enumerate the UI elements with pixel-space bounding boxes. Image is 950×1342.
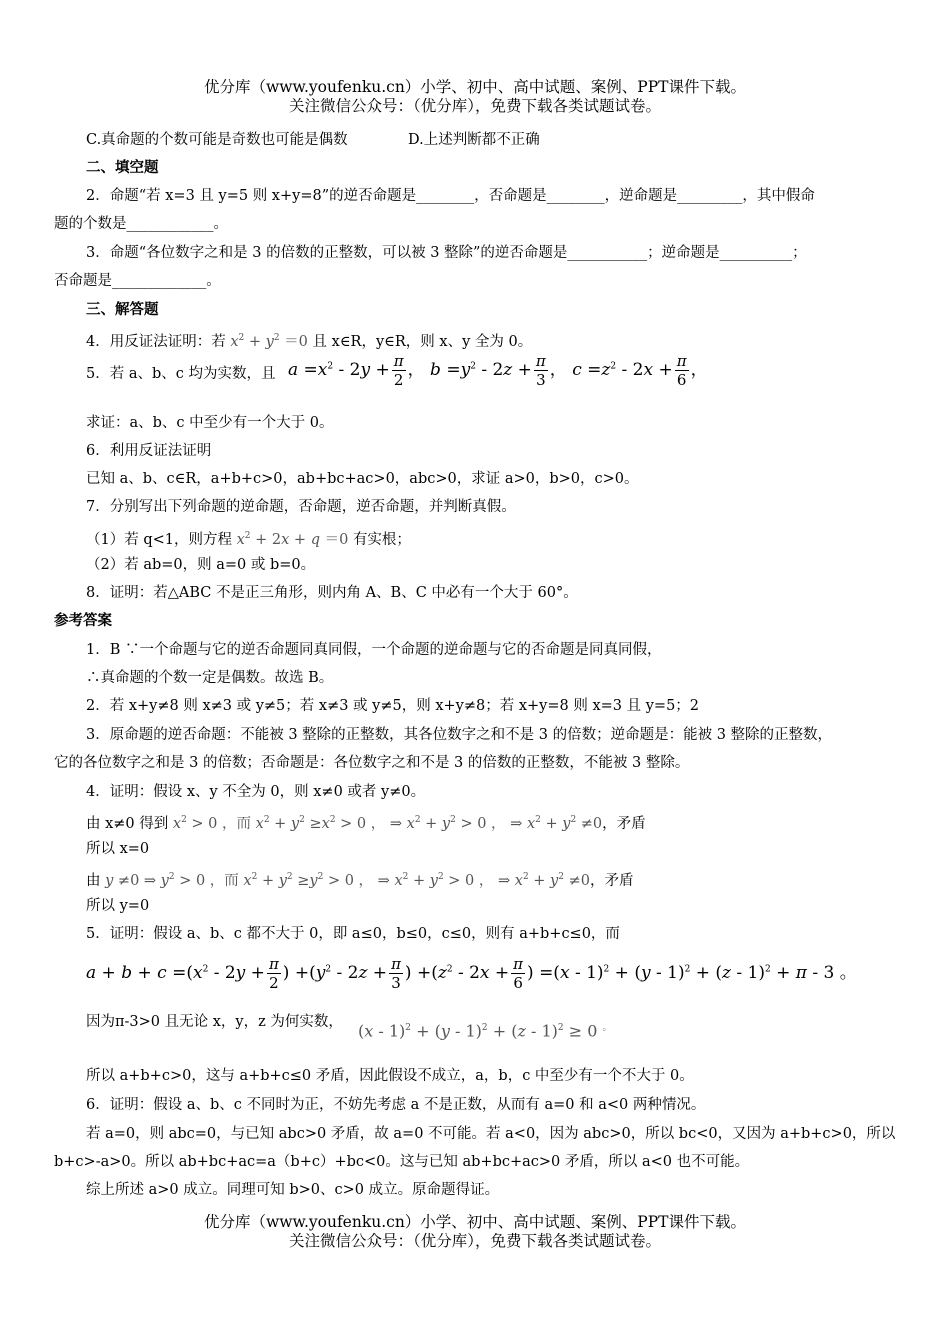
footer-line-1: 优分库（www.youfenku.cn）小学、初中、高中试题、案例、PPT课件下载。 <box>203 1213 747 1231</box>
footer-line-2: 关注微信公众号：（优分库），免费下载各类试题试卷。 <box>288 1232 661 1250</box>
q6-body: 已知 a、b、c∈R，a+b+c>0，ab+bc+ac>0，abc>0，求证 a>0，b>0，c>0。 <box>86 471 639 487</box>
answer-5-sum-formula: $a + b + c =(x^2 - 2y$ + $\frac{\pi}{2}$ ) $+(y^2 - 2z$ + $\frac{\pi}{3}$ ) $+(z^2 - 2x$ + $\frac{\pi}{6}$ ) =(x - 1)$^2$ + (y - 1)$^2$ + (z - 1)$^2$ + π - 3 。 <box>86 955 857 992</box>
answer-5-conclusion: 所以 a+b+c>0，这与 a+b+c≤0 矛盾，因此假设不成立，a，b，c 中至少有一个不大于 0。 <box>86 1068 694 1084</box>
answer-2: 2．若 x+y≠8 则 x≠3 或 y≠5；若 x≠3 或 y≠5，则 x+y≠8；若 x+y=8 则 x=3 且 y=5；2 <box>86 698 700 714</box>
answer-4-intro: 4．证明：假设 x、y 不全为 0，则 x≠0 或者 y≠0。 <box>86 784 426 800</box>
answer-5-nonneg-formula: (x - 1)$^2$ + (y - 1)$^2$ + (z - 1)$^2$ ≥ 0 。 <box>358 1021 612 1041</box>
answer-3-line-1: 3．原命题的逆否命题：不能被 3 整除的正整数，其各位数字之和不是 3 的倍数；逆命题是：能被 3 整除的正整数， <box>86 727 833 743</box>
q8-line: 8．证明：若△ABC 不是正三角形，则内角 A、B、C 中必有一个大于 60°。 <box>86 585 578 601</box>
answer-4-step-1 <box>86 810 646 834</box>
answer-4-step-2-contradiction: ，矛盾 <box>589 872 634 889</box>
answer-4-so-x: 所以 x=0 <box>86 841 150 857</box>
answer-5-intro: 5．证明：假设 a、b、c 都不大于 0，即 a≤0，b≤0，c≤0，则有 a+b+c≤0，而 <box>86 926 620 942</box>
answer-3-line-2: 它的各位数字之和是 3 的倍数；否命题是：各位数字之和不是 3 的倍数的正整数，不能被 3 整除。 <box>54 755 690 771</box>
q7-part-2: （2）若 ab=0，则 a=0 或 b=0。 <box>86 557 316 573</box>
header-line-2: 关注微信公众号：（优分库），免费下载各类试题试卷。 <box>288 97 661 115</box>
q7-1-prefix: （1）若 q<1，则方程 <box>86 531 232 548</box>
answer-4-so-y: 所以 y=0 <box>86 898 150 914</box>
q7-title: 7．分别写出下列命题的逆命题，否命题，逆否命题，并判断真假。 <box>86 499 516 515</box>
answer-4-step-2-formula: y ≠0 ⇒ $y^2 > 0$ ，而 $x^2 + y^2 \ge y^2 > 0$ ， ⇒ $x^2 + y^2 > 0$ ， ⇒ $x^2 + y^2 \ne 0$ <box>105 872 590 889</box>
q7-part-1 <box>86 526 411 550</box>
q2-line-1: 2．命题“若 x=3 且 y=5 则 x+y=8”的逆否命题是________，否命题是________，逆命题是_________，其中假命 <box>86 188 815 204</box>
answer-6-line-3: b+c>-a>0。所以 ab+bc+ac=a（b+c）+bc<0。这与已知 ab+bc+ac>0 矛盾，所以 a<0 也不可能。 <box>54 1154 750 1170</box>
q4-line <box>86 328 532 352</box>
section-answer-title: 三、解答题 <box>86 301 159 318</box>
answer-1-line-2: ∴真命题的个数一定是偶数。故选 B。 <box>86 670 334 686</box>
answer-4-step-1-contradiction: ，矛盾 <box>602 815 646 832</box>
section-fill-blank-title: 二、填空题 <box>86 159 159 176</box>
answer-1-line-1: 1．B ∵一个命题与它的逆否命题同真同假，一个命题的逆命题与它的否命题是同真同假， <box>86 642 662 658</box>
q7-1-suffix: 有实根； <box>352 531 411 548</box>
answer-6-line-1: 6．证明：假设 a、b、c 不同时为正，不妨先考虑 a 不是正数，从而有 a=0 和 a<0 两种情况。 <box>86 1097 706 1113</box>
q5-requirement: 求证：a、b、c 中至少有一个大于 0。 <box>86 415 334 431</box>
q3-line-1: 3．命题“各位数字之和是 3 的倍数的正整数，可以被 3 整除”的逆否命题是___________；逆命题是__________； <box>86 245 807 261</box>
answer-6-line-4: 综上所述 a>0 成立。同理可知 b>0、c>0 成立。原命题得证。 <box>86 1182 500 1198</box>
q1-option-c: C.真命题的个数可能是奇数也可能是偶数 <box>86 132 348 148</box>
q2-line-2: 题的个数是____________。 <box>54 216 228 232</box>
answers-title: 参考答案 <box>54 612 112 629</box>
answer-4-step-1-formula: $x^2 > 0$ ，而 $x^2 + y^2 \ge x^2 > 0$ ， ⇒ $x^2 + y^2 > 0$ ， ⇒ $x^2 + y^2 \ne 0$ <box>172 815 603 832</box>
q3-line-2: 否命题是_____________。 <box>54 273 221 289</box>
q4-formula: $x^2 + y^2 =0$ <box>230 333 313 350</box>
answer-4-step-2-prefix: 由 <box>86 872 101 889</box>
q1-option-d: D.上述判断都不正确 <box>408 132 540 148</box>
q5-prefix: 5．若 a、b、c 均为实数，且 <box>86 366 276 382</box>
q7-1-formula: $x^2 + 2x + q =0$ <box>236 531 353 548</box>
answer-4-step-1-prefix: 由 x≠0 得到 <box>86 815 169 832</box>
answer-6-line-2: 若 a=0，则 abc=0，与已知 abc>0 矛盾，故 a=0 不可能。若 a<0，因为 abc>0，所以 bc<0，又因为 a+b+c>0，所以 <box>86 1126 896 1142</box>
answer-5-because: 因为π-3>0 且无论 x，y，z 为何实数， <box>86 1014 343 1030</box>
q4-suffix: 且 x∈R，y∈R，则 x、y 全为 0。 <box>312 333 533 350</box>
answer-4-step-2 <box>86 867 633 891</box>
q4-prefix: 4．用反证法证明：若 <box>86 333 226 350</box>
header-line-1: 优分库（www.youfenku.cn）小学、初中、高中试题、案例、PPT课件下载。 <box>203 78 747 96</box>
q6-title: 6．利用反证法证明 <box>86 443 212 459</box>
q5-formulas: $a =x^2 - 2y$ + $\frac{\pi}{2}$ ， $b =y^2 - 2z$ + $\frac{\pi}{3}$ ， $c =z^2 - 2x$ + $\frac{\pi}{6}$ ， <box>288 352 708 389</box>
